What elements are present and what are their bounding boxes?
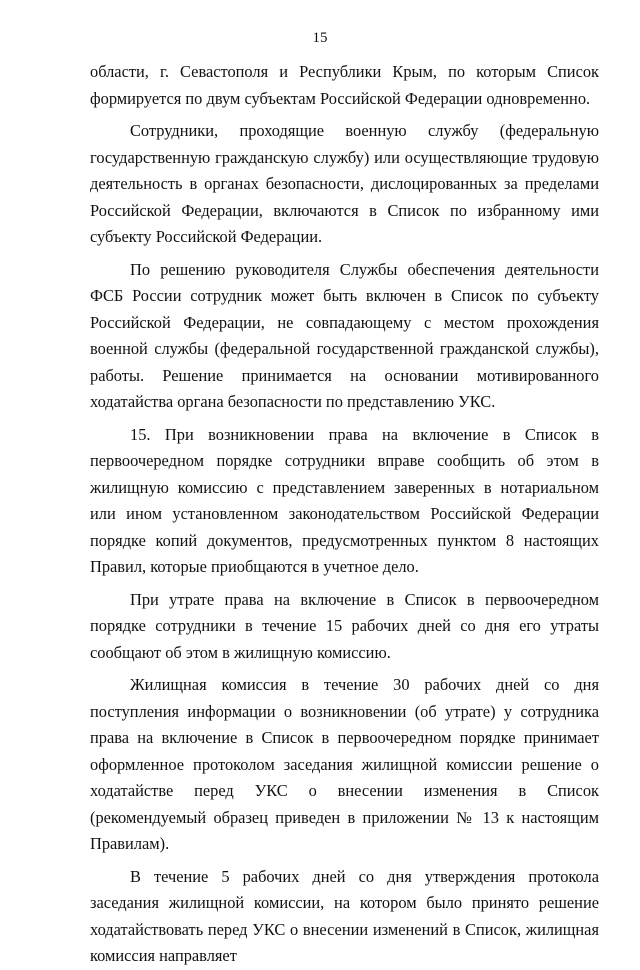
paragraph-protocol-approval: В течение 5 рабочих дней со дня утверждения протокола заседания жилищной комиссии, на котором было принято решение ходатайствовать перед УКС о внесении изменений в Список, жилищная комиссия направляет — [90, 866, 599, 965]
page-number: 15 — [312, 30, 328, 46]
paragraph-housing-commission: Жилищная комиссия в течение 30 рабочих дней со дня поступления информации о возникновении (об утрате) у сотрудника права на включение в Список в первоочередном порядке принимает оформленное протоколом заседания жилищной комиссии решение о ходатайстве перед УКС о внесении изменения в Список (рекомендуемый образец приведен в приложении № 13 к настоящим Правилам). — [90, 675, 599, 853]
paragraph-loss-of-right: При утрате права на включение в Список в первоочередном порядке сотрудники в течение 15 рабочих дней со дня его утраты сообщают об этом в жилищную комиссию. — [90, 589, 599, 662]
paragraph-employees-abroad: Сотрудники, проходящие военную службу (федеральную государственную гражданскую службу) или осуществляющие трудовую деятельность в органах безопасности, дислоцированных за пределами Российской Федерации, включаются в Список по избранному ими субъекту Российской Федерации. — [90, 121, 599, 246]
paragraph-continuation: области, г. Севастополя и Республики Крым, по которым Список формируется по двум субъектам Российской Федерации одновременно. — [90, 62, 599, 108]
paragraph-service-head-decision: По решению руководителя Службы обеспечения деятельности ФСБ России сотрудник может быть включен в Список по субъекту Российской Федерации, не совпадающему с местом прохождения военной службы (федеральной государственной гражданской службы), работы. Решение принимается на основании мотивированного ходатайства органа безопасности по представлению УКС. — [90, 259, 599, 411]
paragraph-clause-15: 15. При возникновении права на включение в Список в первоочередном порядке сотрудники вправе сообщить об этом в жилищную комиссию с представлением заверенных в нотариальном или ином установленном законодательством Российской Федерации порядке копий документов, предусмотренных пунктом 8 настоящих Правил, которые приобщаются в учетное дело. — [90, 424, 599, 576]
document-body — [90, 59, 599, 970]
